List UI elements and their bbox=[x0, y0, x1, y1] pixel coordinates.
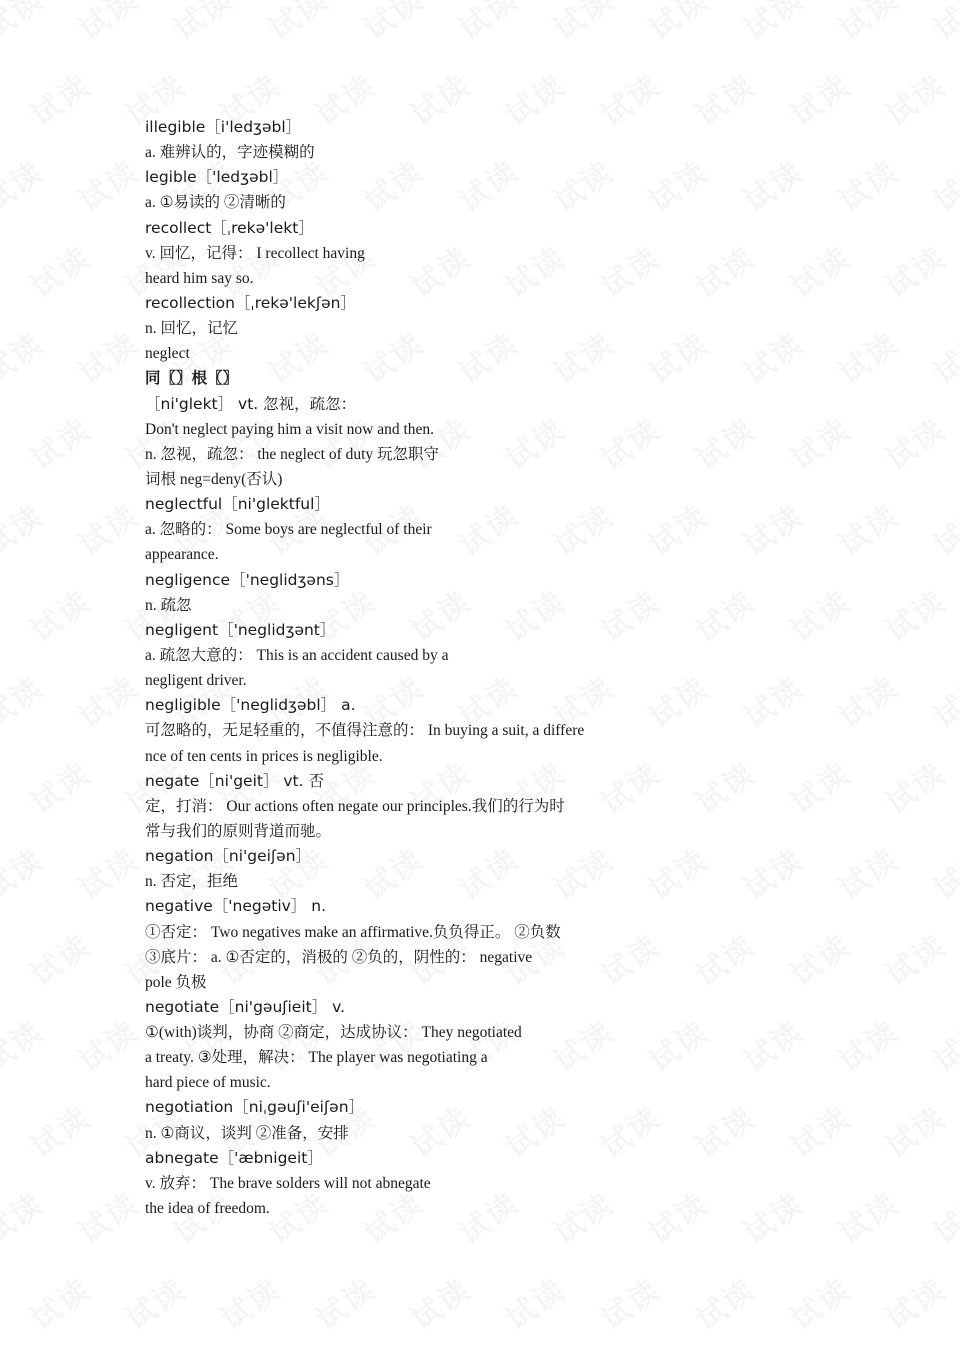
watermark-text bbox=[20, 62, 98, 135]
watermark-text bbox=[733, 1008, 811, 1081]
headword-line: negate［ni'geit］ vt. 否 bbox=[145, 771, 324, 790]
watermark-text bbox=[543, 0, 621, 48]
watermark-text bbox=[875, 406, 953, 479]
watermark-text bbox=[68, 320, 146, 393]
document-page bbox=[145, 115, 665, 1221]
watermark-text bbox=[875, 750, 953, 823]
headword-line: recollect［ˌrekə'lekt］ bbox=[145, 218, 314, 237]
watermark-text bbox=[875, 1266, 953, 1339]
definition-line: a. 难辨认的，字迹模糊的 bbox=[145, 144, 315, 162]
headword-line: illegible［i'ledʒəbl］ bbox=[145, 118, 302, 136]
watermark-text bbox=[923, 320, 960, 393]
definition-line: pole 负极 bbox=[145, 973, 207, 991]
watermark-text bbox=[685, 922, 763, 995]
watermark-text bbox=[20, 578, 98, 651]
watermark-text bbox=[685, 578, 763, 651]
watermark-text bbox=[733, 148, 811, 221]
watermark-text bbox=[0, 1352, 51, 1357]
definition-line: a. 忽略的： Some boys are neglectful of their bbox=[145, 521, 432, 539]
watermark-text bbox=[68, 836, 146, 909]
watermark-text bbox=[828, 148, 906, 221]
watermark-text bbox=[353, 1352, 431, 1357]
watermark-text bbox=[780, 578, 858, 651]
watermark-text bbox=[68, 0, 146, 48]
watermark-text bbox=[780, 406, 858, 479]
watermark-text bbox=[210, 1266, 288, 1339]
watermark-text bbox=[923, 664, 960, 737]
watermark-text bbox=[0, 836, 51, 909]
watermark-text bbox=[733, 320, 811, 393]
watermark-text bbox=[0, 492, 51, 565]
watermark-text bbox=[923, 836, 960, 909]
definition-line: a. ①易读的 ②清晰的 bbox=[145, 194, 286, 212]
definition-line: nce of ten cents in prices is negligible. bbox=[145, 747, 383, 765]
watermark-text bbox=[258, 0, 336, 48]
watermark-text bbox=[828, 1180, 906, 1253]
watermark-text bbox=[875, 234, 953, 307]
watermark-text bbox=[828, 0, 906, 48]
watermark-text bbox=[353, 0, 431, 48]
definition-line: the idea of freedom. bbox=[145, 1200, 270, 1218]
definition-line: 词根 neg=deny(否认) bbox=[145, 470, 283, 488]
watermark-text bbox=[923, 492, 960, 565]
definition-line: Don't neglect paying him a visit now and then. bbox=[145, 420, 435, 438]
watermark-text bbox=[163, 1352, 241, 1357]
watermark-text bbox=[733, 664, 811, 737]
watermark-text bbox=[495, 1266, 573, 1339]
watermark-text bbox=[68, 664, 146, 737]
watermark-text bbox=[780, 234, 858, 307]
definition-line: n. 否定，拒绝 bbox=[145, 873, 239, 891]
definition-line: 可忽略的，无足轻重的，不值得注意的： In buying a suit, a differe bbox=[145, 722, 585, 740]
definition-line: ③底片： a. ①否定的，消极的 ②负的，阴性的： negative bbox=[145, 948, 533, 966]
watermark-text bbox=[875, 1094, 953, 1167]
watermark-text bbox=[780, 922, 858, 995]
definition-line: appearance. bbox=[145, 546, 219, 564]
watermark-text bbox=[875, 922, 953, 995]
watermark-text bbox=[685, 1094, 763, 1167]
watermark-text bbox=[68, 1180, 146, 1253]
definition-line: n. 忽视，疏忽： the neglect of duty 玩忽职守 bbox=[145, 445, 440, 463]
watermark-text bbox=[638, 1352, 716, 1357]
watermark-text bbox=[20, 1266, 98, 1339]
watermark-text bbox=[733, 492, 811, 565]
watermark-text bbox=[733, 1352, 811, 1357]
definition-line: n. 疏忽 bbox=[145, 596, 192, 614]
watermark-text bbox=[448, 1352, 526, 1357]
watermark-text bbox=[828, 492, 906, 565]
watermark-text bbox=[20, 406, 98, 479]
watermark-text bbox=[780, 1094, 858, 1167]
definition-line: 常与我们的原则背道而驰。 bbox=[145, 822, 332, 840]
watermark-text bbox=[923, 1180, 960, 1253]
definition-line: neglect bbox=[145, 345, 190, 363]
watermark-text bbox=[780, 750, 858, 823]
watermark-text bbox=[923, 0, 960, 48]
watermark-text bbox=[780, 1266, 858, 1339]
watermark-text bbox=[400, 1266, 478, 1339]
headword-line: negation［ni'geiʃən］ bbox=[145, 847, 312, 866]
watermark-text bbox=[685, 1266, 763, 1339]
headword-line: ［ni'glekt］ vt. 忽视，疏忽： bbox=[145, 394, 357, 413]
watermark-text bbox=[923, 148, 960, 221]
definition-line: a. 疏忽大意的： This is an accident caused by a bbox=[145, 646, 449, 664]
definition-line: 同〖〗根〖〗 bbox=[145, 370, 239, 388]
definition-line: heard him say so. bbox=[145, 269, 254, 287]
definition-line: hard piece of music. bbox=[145, 1074, 271, 1092]
watermark-text bbox=[20, 234, 98, 307]
watermark-text bbox=[638, 0, 716, 48]
watermark-text bbox=[875, 62, 953, 135]
watermark-text bbox=[163, 0, 241, 48]
watermark-text bbox=[685, 406, 763, 479]
watermark-text bbox=[923, 1352, 960, 1357]
watermark-text bbox=[685, 62, 763, 135]
watermark-text bbox=[685, 750, 763, 823]
definition-line: ①否定： Two negatives make an affirmative.负负得正。 ②负数 bbox=[145, 923, 561, 941]
headword-line: negligible［'neglidʒəbl］ a. bbox=[145, 696, 356, 715]
watermark-text bbox=[828, 836, 906, 909]
headword-line: neglectful［ni'glektful］ bbox=[145, 495, 330, 514]
watermark-text bbox=[20, 922, 98, 995]
watermark-text bbox=[780, 62, 858, 135]
headword-line: negative［'negətiv］ n. bbox=[145, 897, 327, 916]
watermark-text bbox=[115, 1266, 193, 1339]
watermark-text bbox=[828, 664, 906, 737]
definition-line: a treaty. ③处理，解决： The player was negotiating a bbox=[145, 1049, 488, 1067]
watermark-text bbox=[590, 1266, 668, 1339]
watermark-text bbox=[305, 1266, 383, 1339]
watermark-text bbox=[733, 836, 811, 909]
headword-line: abnegate［'æbnigeit］ bbox=[145, 1148, 323, 1167]
definition-line: v. 放弃： The brave solders will not abnegate bbox=[145, 1174, 431, 1192]
watermark-text bbox=[828, 320, 906, 393]
watermark-text bbox=[0, 664, 51, 737]
watermark-text bbox=[0, 1008, 51, 1081]
watermark-text bbox=[68, 492, 146, 565]
watermark-text bbox=[68, 1352, 146, 1357]
watermark-text bbox=[0, 320, 51, 393]
watermark-text bbox=[20, 1094, 98, 1167]
headword-line: negotiate［ni'gəuʃieit］ v. bbox=[145, 997, 346, 1016]
watermark-text bbox=[258, 1352, 336, 1357]
watermark-text bbox=[543, 1352, 621, 1357]
definition-line: n. ①商议，谈判 ②准备，安排 bbox=[145, 1124, 349, 1142]
watermark-text bbox=[68, 1008, 146, 1081]
watermark-text bbox=[875, 578, 953, 651]
watermark-text bbox=[733, 1180, 811, 1253]
definition-line: 定，打消： Our actions often negate our principles.我们的行为时 bbox=[145, 797, 565, 815]
watermark-text bbox=[0, 148, 51, 221]
watermark-text bbox=[685, 234, 763, 307]
watermark-text bbox=[0, 0, 51, 48]
watermark-text bbox=[0, 1180, 51, 1253]
definition-line: ①(with)谈判，协商 ②商定，达成协议： They negotiated bbox=[145, 1024, 522, 1042]
definition-line: negligent driver. bbox=[145, 672, 247, 690]
watermark-text bbox=[448, 0, 526, 48]
headword-line: legible［'ledʒəbl］ bbox=[145, 168, 289, 187]
headword-line: negligent［'neglidʒənt］ bbox=[145, 620, 336, 639]
headword-line: negligence［'neglidʒəns］ bbox=[145, 570, 350, 589]
watermark-text bbox=[733, 0, 811, 48]
definition-line: n. 回忆，记忆 bbox=[145, 320, 239, 338]
definition-line: v. 回忆，记得： I recollect having bbox=[145, 244, 365, 262]
headword-line: negotiation［niˌgəuʃi'eiʃən］ bbox=[145, 1098, 365, 1117]
watermark-text bbox=[923, 1008, 960, 1081]
watermark-text bbox=[20, 750, 98, 823]
watermark-text bbox=[828, 1352, 906, 1357]
headword-line: recollection［ˌrekə'lekʃən］ bbox=[145, 293, 356, 312]
watermark-text bbox=[68, 148, 146, 221]
watermark-text bbox=[828, 1008, 906, 1081]
